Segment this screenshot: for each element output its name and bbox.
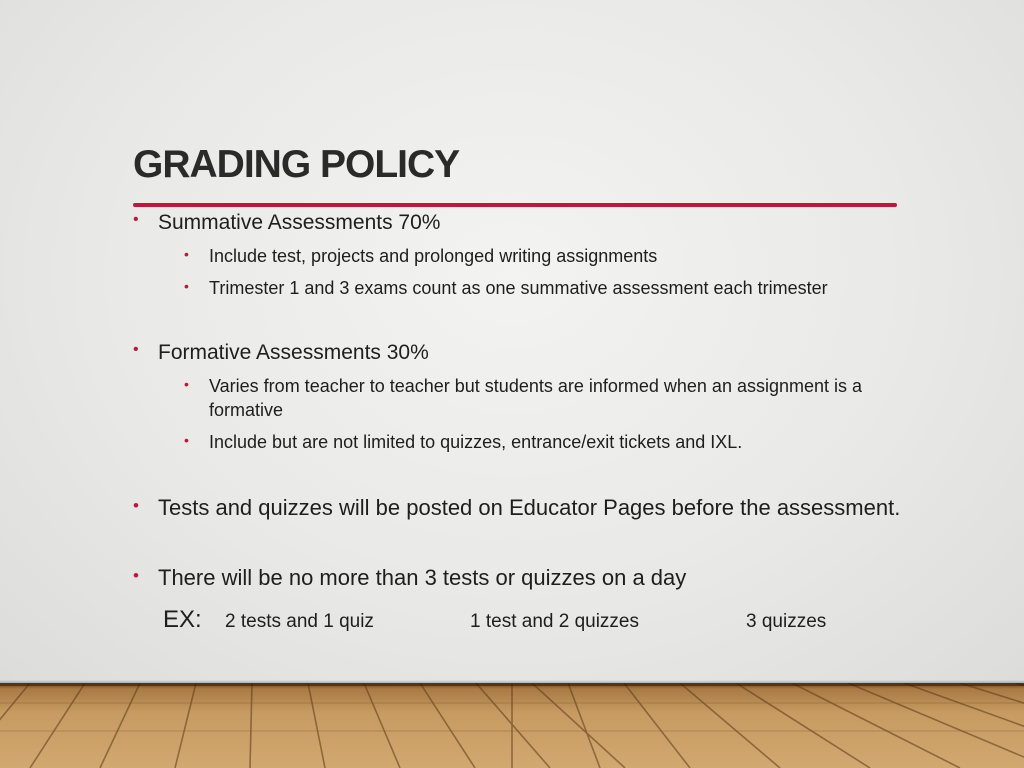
example-label: EX: [163,606,202,633]
bullet-dot-icon: • [184,432,189,448]
bullet-dot-icon: • [184,278,189,294]
bullet-text: Include but are not limited to quizzes, entrance/exit tickets and IXL. [209,432,743,452]
example-item-1: 2 tests and 1 quiz [225,611,374,632]
bullet-dot-icon: • [133,496,139,515]
bullet-text: There will be no more than 3 tests or quizzes on a day [158,565,687,590]
bullet-text: Include test, projects and prolonged writing assignments [209,246,658,266]
bullet-text: Tests and quizzes will be posted on Educator Pages before the assessment. [158,495,901,520]
bullet-dot-icon: • [133,211,139,228]
bullet-dot-icon: • [184,246,189,262]
floor-edge-shadow [0,680,1024,686]
bullet-text: Formative Assessments 30% [158,341,429,364]
bullet-dot-icon: • [133,566,139,585]
bullet-text: Summative Assessments 70% [158,211,441,234]
bullet-text: formative [209,400,284,420]
title-underline [133,203,897,207]
bullet-text: Trimester 1 and 3 exams count as one summative assessment each trimester [209,278,828,298]
example-item-3: 3 quizzes [746,611,827,632]
bullet-text: Varies from teacher to teacher but students are informed when an assignment is a [209,376,863,396]
bullet-dot-icon: • [133,341,139,358]
bullet-dot-icon: • [184,376,189,392]
slide-title: GRADING POLICY [133,143,460,186]
floor-planks [0,683,1024,768]
example-item-2: 1 test and 2 quizzes [470,611,639,632]
wood-floor [0,683,1024,768]
